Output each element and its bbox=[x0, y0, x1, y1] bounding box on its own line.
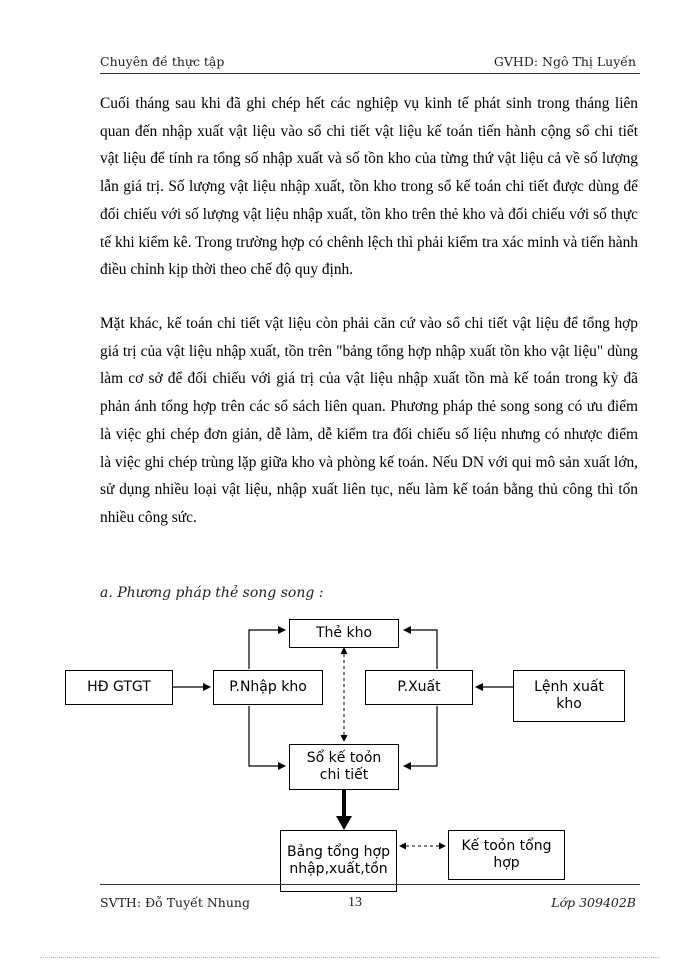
arrow-soketoan-to-bang-head bbox=[336, 816, 352, 830]
arrow-pxuat-to-thekho bbox=[404, 630, 437, 669]
p-nhap-kho-box: P.Nhập kho bbox=[213, 670, 323, 705]
page-number: 13 bbox=[348, 895, 362, 910]
arrow-pnhap-to-thekho bbox=[249, 630, 285, 669]
arrow-pnhap-to-soketoan bbox=[249, 706, 285, 766]
page-bottom-dotted-line bbox=[40, 957, 660, 958]
hd-gtgt-box: HĐ GTGT bbox=[65, 670, 173, 705]
footer-right: Lớp 309402B bbox=[551, 895, 636, 910]
header-right: GVHD: Ngô Thị Luyến bbox=[493, 54, 636, 69]
header-left: Chuyên đề thực tập bbox=[100, 54, 225, 69]
ke-toan-tong-hop-box: Kế toỏn tổng hợp bbox=[448, 830, 565, 880]
bang-tong-hop-box: Bảng tổng hợp nhập,xuất,tồn bbox=[280, 830, 397, 892]
so-ke-toan-chi-tiet-box: Sổ kế toỏn chi tiết bbox=[289, 744, 399, 790]
footer-left: SVTH: Đỗ Tuyết Nhung bbox=[100, 895, 250, 910]
arrow-pxuat-to-soketoan bbox=[404, 706, 437, 766]
diagram-caption: a. Phương pháp thẻ song song : bbox=[100, 585, 324, 601]
lenh-xuat-kho-box: Lệnh xuất kho bbox=[513, 670, 625, 722]
footer-divider bbox=[100, 884, 640, 885]
the-kho-box: Thẻ kho bbox=[289, 619, 399, 648]
paragraph-2: Mặt khác, kế toán chi tiết vật liệu còn phải căn cứ vào sổ chi tiết vật liệu để tổng hợp giá trị của vật liệu nhập xuất, tồn trên "bảng tổng hợp nhập xuất tồn kho vật liệu" dùng làm cơ sở để đối chiếu với giá trị của vật liệu nhập xuất tồn mà kế toán trong kỳ đã phản ánh tổng hợp trên các sổ sách liên quan. Phương pháp thẻ song song có ưu điểm là việc ghi chép đơn giản, dễ làm, dễ kiểm tra đối chiếu số liệu nhưng có nhược điểm là việc ghi chép trùng lặp giữa kho và phòng kế toán. Nếu DN với qui mô sản xuất lớn, sử dụng nhiều loại vật liệu, nhập xuất liên tục, nếu làm kế toán bằng thủ công thì tốn nhiều công sức. bbox=[100, 315, 638, 526]
p-xuat-box: P.Xuất bbox=[365, 670, 473, 705]
paragraph-1: Cuối tháng sau khi đã ghi chép hết các nghiệp vụ kinh tế phát sinh trong tháng liên quan đến nhập xuất vật liệu vào sổ chi tiết vật liệu kế toán tiến hành cộng sổ chi tiết vật liệu để tính ra tổng số nhập xuất và số tồn kho của từng thứ vật liệu cả về số lượng lẫn giá trị. Số lượng vật liệu nhập xuất, tồn kho trong sổ kế toán chi tiết được dùng để đối chiếu với số lượng vật liệu nhập xuất, tồn kho trên thẻ kho và đối chiếu với số thực tế khi kiểm kê. Trong trường hợp có chênh lệch thì phải kiểm tra xác minh và tiến hành điều chỉnh kịp thời theo chế độ quy định. bbox=[100, 95, 638, 279]
